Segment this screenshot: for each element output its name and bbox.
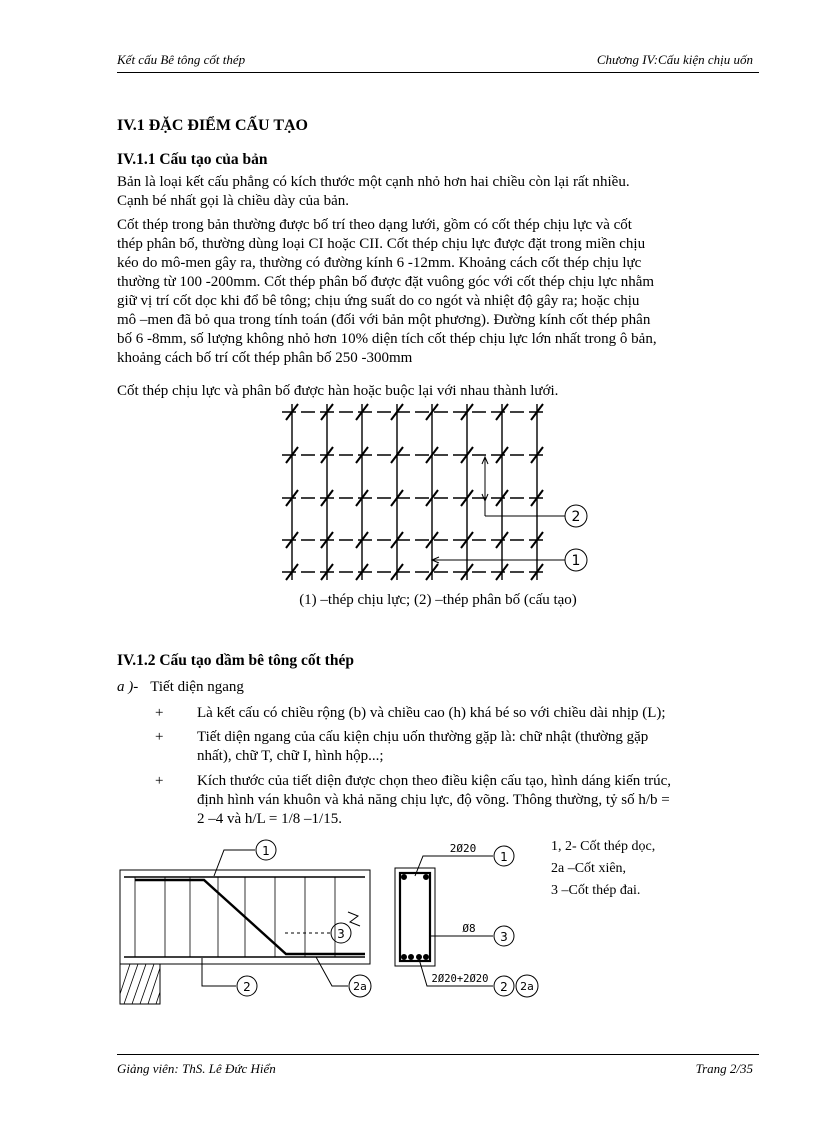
beam-elevation-diagram	[110, 836, 380, 1006]
legend-item: 1, 2- Cốt thép dọc,	[551, 839, 656, 854]
bottom-bar-label: 2Ø20+2Ø20	[431, 973, 489, 985]
leader-line	[214, 850, 255, 876]
stirrup-label: Ø8	[462, 922, 476, 935]
sub-title: Tiết diện ngang	[150, 679, 244, 695]
paragraph-line: Cạnh bé nhất gọi là chiều dày của bản.	[117, 193, 350, 209]
paragraph-line: Cốt thép chịu lực và phân bố được hàn hoặc buộc lại với nhau thành lưới.	[117, 383, 559, 399]
paragraph-mesh-note	[117, 382, 759, 401]
subheading-cross-section	[117, 679, 244, 696]
rebar-mesh-diagram	[270, 400, 610, 590]
bullet-line: Kích thước của tiết diện được chọn theo điều kiện cấu tạo, hình dáng kiến trúc,	[197, 773, 672, 789]
beam-mark-2a: 2a	[353, 980, 367, 993]
footer-page-number: Trang 2/35	[695, 1061, 753, 1076]
legend-item: 3 –Cốt thép đai.	[551, 883, 641, 898]
beam-legend	[551, 836, 655, 902]
bent-bar	[135, 880, 365, 954]
section-title: IV.1 ĐẶC ĐIỂM CẤU TẠO	[117, 117, 308, 134]
paragraph-line: Bản là loại kết cấu phẳng có kích thước một cạnh nhỏ hơn hai chiều còn lại rất nhiều.	[117, 174, 630, 190]
paragraph-line: thép phân bố, thường dùng loại CI hoặc CII. Cốt thép chịu lực được đặt trong miền chịu	[117, 236, 646, 252]
section-mark-2: 2	[500, 980, 508, 994]
subsection-title-beam: IV.1.2 Cấu tạo dầm bê tông cốt thép	[117, 652, 354, 669]
leader-line	[202, 958, 236, 986]
legend-item: 2a –Cốt xiên,	[551, 861, 627, 876]
bullet-line: Tiết diện ngang của cấu kiện chịu uốn thường gặp là: chữ nhật (thường gặp	[197, 729, 649, 745]
footer-lecturer: Giảng viên: ThS. Lê Đức Hiển	[117, 1061, 276, 1076]
section-mark-2a: 2a	[520, 980, 534, 993]
paragraph-line: bố 6 -8mm, số lượng không nhỏ hơn 10% diện tích cốt thép chịu lực lớn nhất trong ô bản,	[117, 331, 657, 347]
bullet-symbol: +	[155, 773, 164, 789]
paragraph-line: thường từ 100 -200mm. Cốt thép phân bố được đặt vuông góc với cốt thép chịu lực nhằm	[117, 274, 655, 290]
bullet-item	[117, 728, 759, 766]
beam-mark-3: 3	[337, 927, 345, 941]
paragraph-line: kéo do mô-men gây ra, thường có đường kính 6 -12mm. Khoảng cách cốt thép chịu lực	[117, 255, 642, 271]
paragraph-line: giữ vị trí cốt dọc khi đổ bê tông; chịu ứng suất do co ngót và nhiệt độ gây ra; hoặc chịu	[117, 293, 640, 309]
bullet-item	[117, 704, 759, 723]
page-header	[117, 50, 759, 73]
page-footer	[117, 1054, 759, 1079]
bullet-line: 2 –4 và h/L = 1/8 –1/15.	[197, 811, 342, 827]
section-mark-1: 1	[500, 850, 508, 864]
mesh-caption: (1) –thép chịu lực; (2) –thép phân bố (cấu tạo)	[299, 592, 577, 608]
sub-marker: a )-	[117, 679, 139, 695]
paragraph-line: mô –men đã bỏ qua trong tính toán (đối với bản một phương). Đường kính cốt thép phân	[117, 312, 651, 328]
paragraph-line: Cốt thép trong bản thường được bố trí theo dạng lưới, gồm có cốt thép chịu lực và cốt	[117, 217, 632, 233]
break-mark	[348, 912, 360, 926]
mesh-mark-2: 2	[571, 509, 581, 525]
bullet-symbol: +	[155, 705, 164, 721]
bullet-line: Là kết cấu có chiều rộng (b) và chiều cao (h) khá bé so với chiều dài nhịp (L);	[197, 705, 666, 721]
header-course-title: Kết cấu Bê tông cốt thép	[117, 52, 246, 67]
leader-line	[316, 957, 348, 986]
bullet-line: nhất), chữ T, chữ I, hình hộp...;	[197, 748, 384, 764]
bullet-symbol: +	[155, 729, 164, 745]
header-chapter-title: Chương IV:Cấu kiện chịu uốn	[596, 52, 753, 67]
top-bar-label: 2Ø20	[449, 842, 477, 855]
stirrup	[400, 873, 430, 961]
paragraph-slab-definition	[117, 173, 759, 211]
beam-mark-2: 2	[243, 980, 251, 994]
subsection-title-slab: IV.1.1 Cấu tạo của bản	[117, 151, 268, 168]
bullet-line: định hình ván khuôn và khả năng chịu lực, độ võng. Thông thường, tỷ số h/b =	[197, 792, 670, 808]
beam-section-diagram	[385, 836, 545, 1006]
beam-mark-1: 1	[262, 844, 270, 858]
paragraph-slab-reinforcement	[117, 216, 759, 368]
mesh-mark-1: 1	[571, 553, 581, 569]
section-mark-3: 3	[500, 930, 508, 944]
bullet-item	[117, 772, 759, 829]
paragraph-line: khoảng cách bố trí cốt thép phân bố 250 -300mm	[117, 350, 413, 366]
